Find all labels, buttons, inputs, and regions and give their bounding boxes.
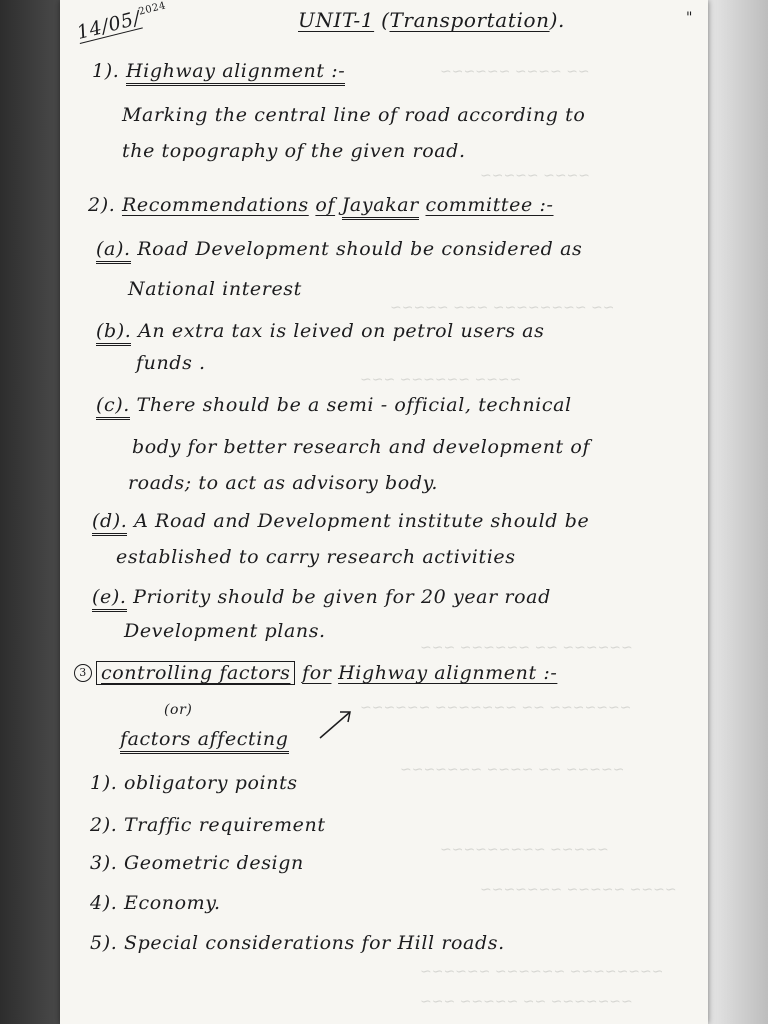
date-year: 2024 bbox=[137, 0, 168, 18]
item-text: A Road and Development institute should be bbox=[134, 510, 590, 532]
item-mark: (e). bbox=[92, 586, 127, 612]
bleed-through-text: ~~~~~ ~~ ~~~~ ~~~~~~~ bbox=[400, 762, 625, 778]
bleed-through-text: ~~ ~~~~ ~~~~~~ bbox=[440, 64, 590, 80]
bleed-through-text: ~~~~ ~~~~~ ~~~~~~~ bbox=[480, 882, 677, 898]
section-1-body-line-2: the topography of the given road. bbox=[122, 140, 466, 162]
section-2-title-a: Recommendations bbox=[121, 194, 309, 216]
section-3-heading bbox=[74, 662, 557, 684]
factor-number: 5). bbox=[90, 932, 118, 954]
recommendation-a bbox=[96, 238, 582, 260]
factors-affecting-label bbox=[120, 728, 289, 750]
section-3-boxed-title bbox=[96, 661, 295, 685]
factor-item bbox=[90, 932, 505, 954]
item-text: Road Development should be considered as bbox=[137, 238, 583, 260]
notebook-page bbox=[60, 0, 708, 1024]
boxed-title-text: controlling factors bbox=[101, 662, 291, 684]
factor-item bbox=[90, 892, 221, 914]
factor-text: Special considerations for Hill roads. bbox=[123, 932, 505, 954]
section-2-number: 2). bbox=[88, 194, 116, 216]
bleed-through-text: ~~~~~~ ~~ ~~~~~~ ~~~ bbox=[420, 640, 633, 656]
section-2-title-c: committee :- bbox=[425, 194, 554, 216]
section-3-number: 3 bbox=[74, 664, 92, 682]
corner-mark: " bbox=[686, 10, 694, 26]
section-2-title-of: of bbox=[315, 194, 336, 216]
item-text: Priority should be given for 20 year road bbox=[133, 586, 551, 608]
recommendation-b-line-2: funds . bbox=[136, 352, 206, 374]
factor-number: 2). bbox=[90, 814, 118, 836]
subject-label: Transportation bbox=[389, 8, 550, 32]
item-text: An extra tax is leived on petrol users as bbox=[138, 320, 545, 342]
factor-text: Economy. bbox=[123, 892, 221, 914]
or-label: (or) bbox=[164, 702, 193, 718]
background-left-edge bbox=[0, 0, 60, 1024]
factor-number: 3). bbox=[90, 852, 118, 874]
item-text: There should be a semi - official, technical bbox=[136, 394, 572, 416]
item-mark: (b). bbox=[96, 320, 131, 346]
bleed-through-text: ~~~~~~~~ ~~~~~~ ~~~~~~ bbox=[420, 964, 664, 980]
recommendation-e bbox=[92, 586, 551, 608]
unit-label: UNIT-1 bbox=[298, 8, 375, 32]
section-3-title-for: for bbox=[302, 662, 332, 684]
bleed-through-text: ~~~~~ ~~~~~~~~~ bbox=[440, 842, 609, 858]
factor-item bbox=[90, 814, 326, 836]
factor-number: 4). bbox=[90, 892, 118, 914]
section-3-title-c: Highway alignment :- bbox=[338, 662, 558, 684]
recommendation-e-line-2: Development plans. bbox=[124, 620, 326, 642]
background-right-edge bbox=[708, 0, 768, 1024]
recommendation-c-line-3: roads; to act as advisory body. bbox=[128, 472, 439, 494]
date-main: 14/05/ bbox=[74, 6, 143, 44]
section-1-number: 1). bbox=[92, 60, 120, 82]
item-mark: (c). bbox=[96, 394, 130, 420]
recommendation-a-line-2: National interest bbox=[128, 278, 302, 300]
section-1-body-line-1: Marking the central line of road according to bbox=[122, 104, 586, 126]
section-2-heading bbox=[88, 194, 554, 216]
arrow-icon bbox=[316, 706, 356, 742]
section-1-heading bbox=[92, 60, 345, 82]
recommendation-b bbox=[96, 320, 544, 342]
factor-text: obligatory points bbox=[123, 772, 298, 794]
factor-text: Traffic requirement bbox=[123, 814, 326, 836]
factor-number: 1). bbox=[90, 772, 118, 794]
recommendation-c-line-2: body for better research and development of bbox=[132, 436, 591, 458]
bleed-through-text: ~~~~ ~~~~~~ ~~~ bbox=[360, 372, 522, 388]
bleed-through-text: ~~~~ ~~~~~ bbox=[480, 168, 591, 184]
subject-close-paren: ). bbox=[549, 8, 565, 32]
section-2-title-b: Jayakar bbox=[342, 194, 419, 220]
factor-item bbox=[90, 852, 304, 874]
page-title bbox=[298, 8, 565, 32]
section-1-title: Highway alignment :- bbox=[126, 60, 345, 86]
factor-item bbox=[90, 772, 298, 794]
subject-open-paren: ( bbox=[381, 8, 390, 32]
recommendation-d bbox=[92, 510, 589, 532]
recommendation-d-line-2: established to carry research activities bbox=[116, 546, 516, 568]
bleed-through-text: ~~~~~~~ ~~ ~~~~~ ~~~ bbox=[420, 994, 633, 1010]
factor-text: Geometric design bbox=[123, 852, 304, 874]
factors-affecting-text: factors affecting bbox=[120, 728, 289, 754]
date bbox=[74, 0, 173, 44]
bleed-through-text: ~~ ~~~~~~~~ ~~~ ~~~~~ bbox=[390, 300, 615, 316]
item-mark: (a). bbox=[96, 238, 131, 264]
recommendation-c bbox=[96, 394, 572, 416]
bleed-through-text: ~~~~~~~ ~~ ~~~~~~~ ~~~~~~ bbox=[360, 700, 632, 716]
item-mark: (d). bbox=[92, 510, 127, 536]
